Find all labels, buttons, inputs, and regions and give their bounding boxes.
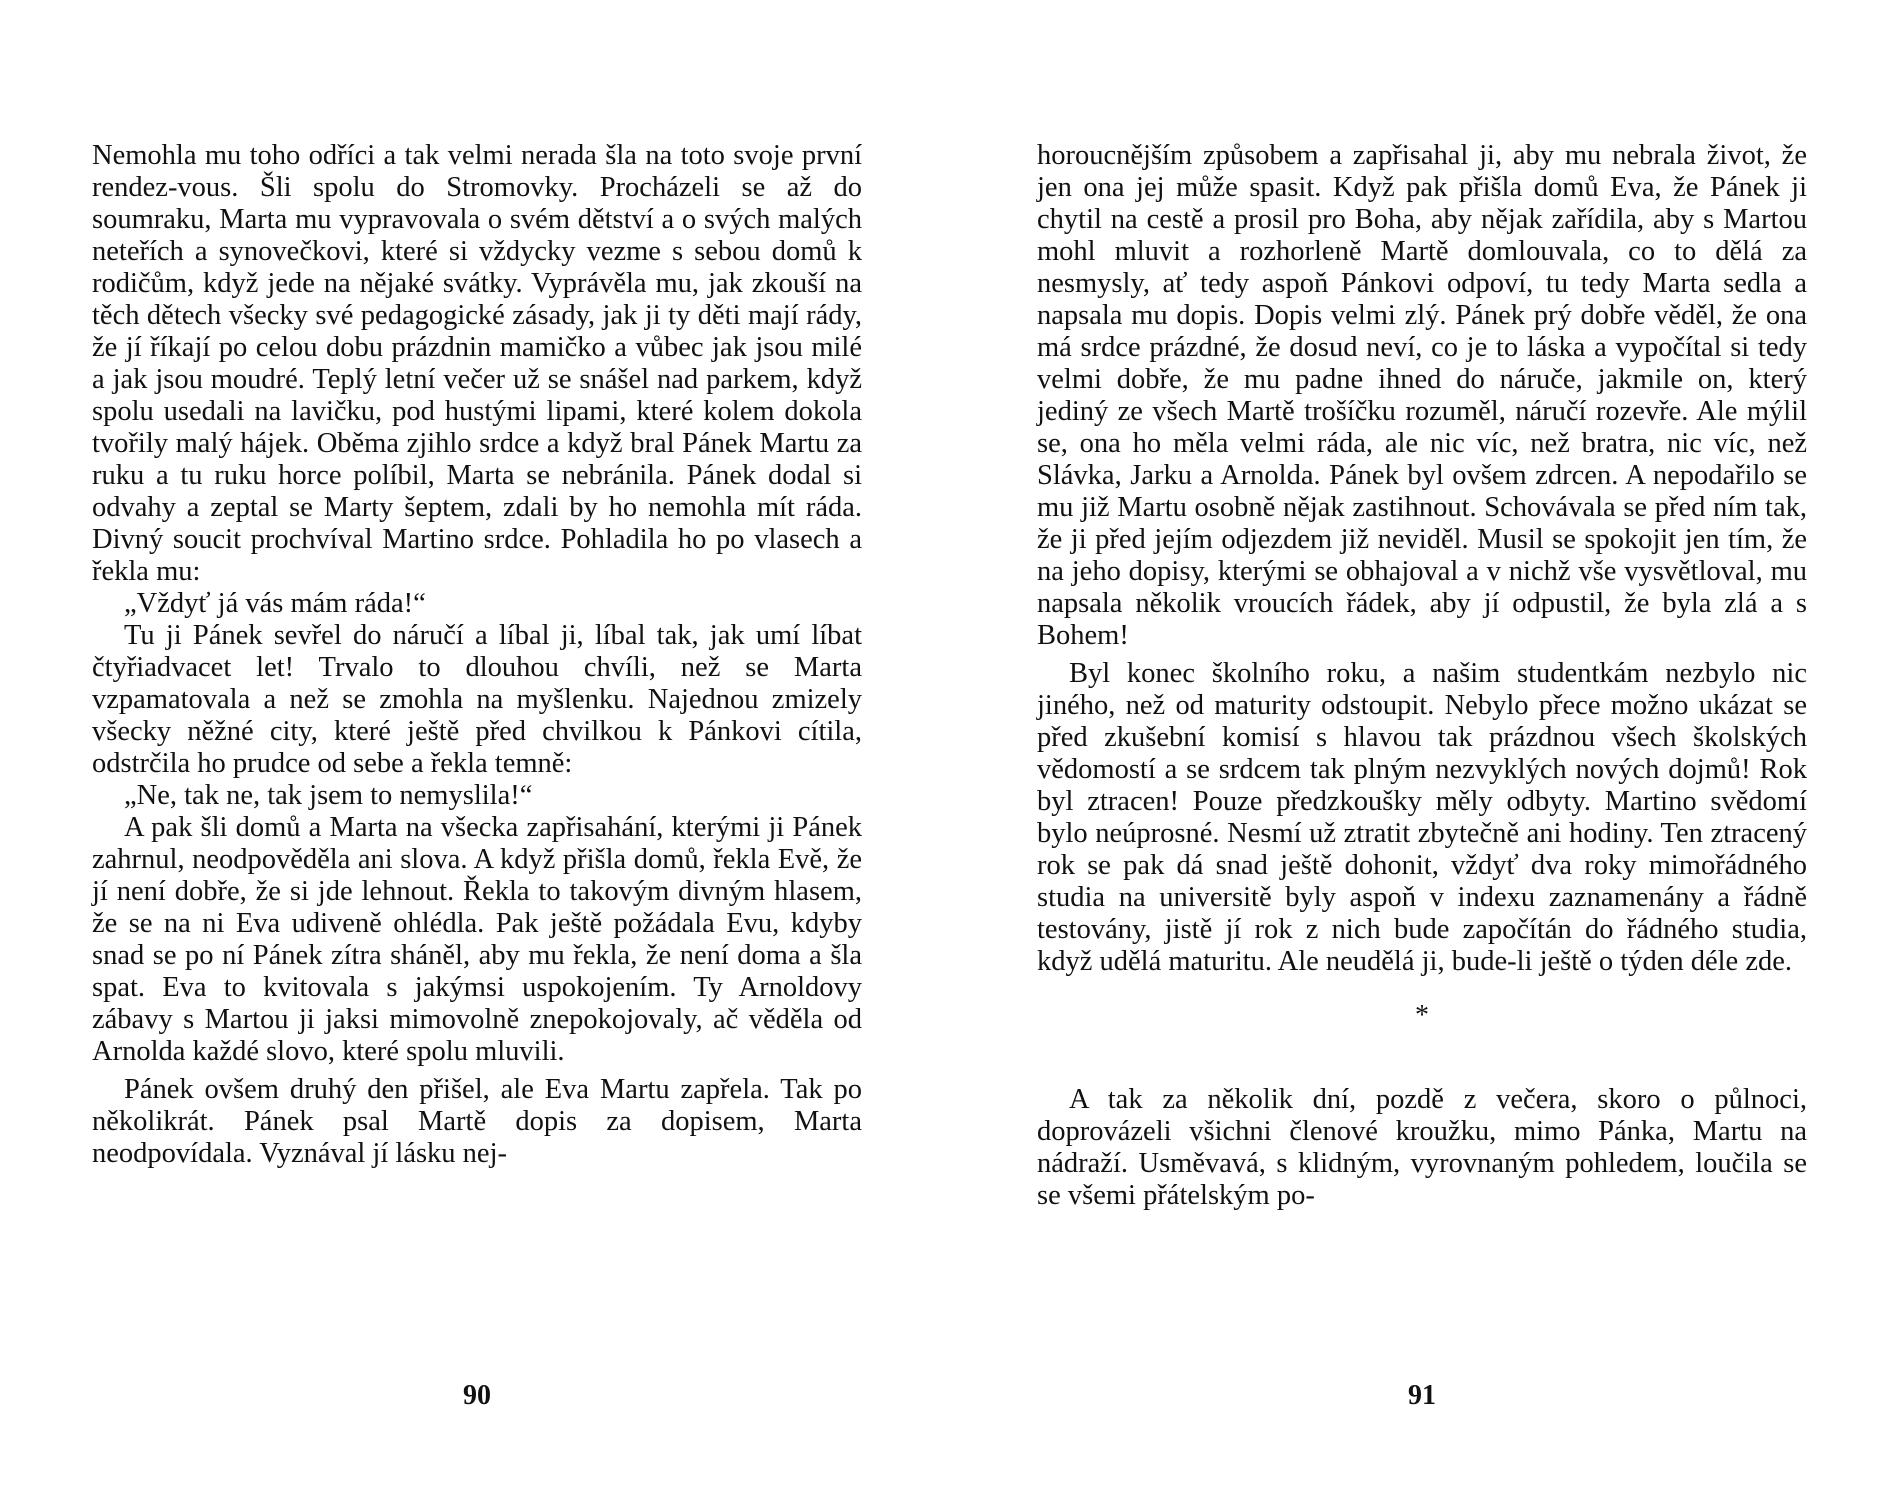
right-page bbox=[1037, 0, 1807, 1500]
paragraph: Pánek ovšem druhý den přišel, ale Eva Martu zapřela. Tak po několikrát. Pánek psal Martě dopis za dopisem, Marta neodpovídala. Vyznával jí lásku nej- bbox=[92, 1074, 862, 1169]
right-page-text bbox=[1037, 140, 1807, 1212]
paragraph: Tu ji Pánek sevřel do náručí a líbal ji, líbal tak, jak umí líbat čtyřiadvacet let! Trvalo to dlouhou chvíli, než se Marta vzpamatovala a než se zmohla na myšlenku. Najednou zmizely všecky něžné city, které ještě před chvilkou k Pánkovi cítila, odstrčila ho prudce od sebe a řekla temně: bbox=[92, 620, 862, 779]
left-page-text bbox=[92, 140, 862, 1170]
page-number: 90 bbox=[463, 1380, 491, 1411]
section-separator: * bbox=[1415, 1000, 1429, 1031]
paragraph: A pak šli domů a Marta na všecka zapřisahání, kterými ji Pánek zahrnul, neodpověděla ani slova. A když přišla domů, řekla Evě, že jí není dobře, že si jde lehnout. Řekla to takovým divným hlasem, že se na ni Eva udiveně ohlédla. Pak ještě požádala Evu, kdyby snad se po ní Pánek zítra sháněl, aby mu řekla, že není doma a šla spat. Eva to kvitovala s jakýmsi uspokojením. Ty Arnoldovy zábavy s Martou ji jaksi mimovolně znepokojovaly, ač věděla od Arnolda každé slovo, které spolu mluvili. bbox=[92, 812, 862, 1067]
paragraph: horoucnějším způsobem a zapřisahal ji, aby mu nebrala život, že jen ona jej může spasit. Když pak přišla domů Eva, že Pánek ji chytil na cestě a prosil pro Boha, aby nějak zařídila, aby s Martou mohl mluvit a rozhorleně Martě domlouvala, co to dělá za nesmysly, ať tedy aspoň Pánkovi odpoví, tu tedy Marta sedla a napsala mu dopis. Dopis velmi zlý. Pánek prý dobře věděl, že ona má srdce prázdné, že dosud neví, co je to láska a vypočítal si tedy velmi dobře, že mu padne ihned do náruče, jakmile on, který jediný ze všech Martě trošíčku rozuměl, náručí rozevře. Ale mýlil se, ona ho měla velmi ráda, ale nic víc, než bratra, nic víc, než Slávka, Jarku a Arnolda. Pánek byl ovšem zdrcen. A nepodařilo se mu již Martu osobně nějak zastihnout. Schovávala se před ním tak, že ji před jejím odjezdem již neviděl. Musil se spokojit jen tím, že na jeho dopisy, kterými se obhajoval a v nichž vše vysvětloval, mu napsala několik vroucích řádek, aby jí odpustil, že byla zlá a s Bohem! bbox=[1037, 140, 1807, 651]
paragraph: A tak za několik dní, pozdě z večera, skoro o půlnoci, doprovázeli všichni členové kroužku, mimo Pánka, Martu na nádraží. Usměvavá, s klidným, vyrovnaným pohledem, loučila se se všemi přátelským po- bbox=[1037, 1084, 1807, 1211]
left-page bbox=[92, 0, 862, 1500]
page-number: 91 bbox=[1408, 1380, 1436, 1411]
paragraph: Byl konec školního roku, a našim studentkám nezbylo nic jiného, než od maturity odstoupit. Nebylo přece možno ukázat se před zkušební komisí s hlavou tak prázdnou všech školských vědomostí a se srdcem tak plným nezvyklých nových dojmů! Rok byl ztracen! Pouze předzkoušky měly odbyty. Martino svědomí bylo neúprosné. Nesmí už ztratit zbytečně ani hodiny. Ten ztracený rok se pak dá snad ještě dohonit, vždyť dva roky mimořádného studia na universitě byly aspoň v indexu zaznamenány a řádně testovány, jistě jí rok z nich bude započítán do řádného studia, když udělá maturitu. Ale neudělá ji, bude-li ještě o týden déle zde. bbox=[1037, 658, 1807, 977]
paragraph: Nemohla mu toho odříci a tak velmi nerada šla na toto svoje první rendez-vous. Šli spolu do Stromovky. Procházeli se až do soumraku, Marta mu vypravovala o svém dětství a o svých malých neteřích a synovečkovi, které si vždycky vezme s sebou domů k rodičům, když jede na nějaké svátky. Vyprávěla mu, jak zkouší na těch dětech všecky své pedagogické zásady, jak ji ty děti mají rády, že jí říkají po celou dobu prázdnin mamičko a vůbec jak jsou milé a jak jsou moudré. Teplý letní večer už se snášel nad parkem, když spolu usedali na lavičku, pod hustými lipami, které kolem dokola tvořily malý hájek. Oběma zjihlo srdce a když bral Pánek Martu za ruku a tu ruku horce políbil, Marta se nebránila. Pánek dodal si odvahy a zeptal se Marty šeptem, zdali by ho nemohla mít ráda. Divný soucit prochvíval Martino srdce. Pohladila ho po vlasech a řekla mu: bbox=[92, 140, 862, 587]
paragraph: „Vždyť já vás mám ráda!“ bbox=[124, 588, 426, 619]
paragraph: „Ne, tak ne, tak jsem to nemyslila!“ bbox=[124, 780, 533, 811]
